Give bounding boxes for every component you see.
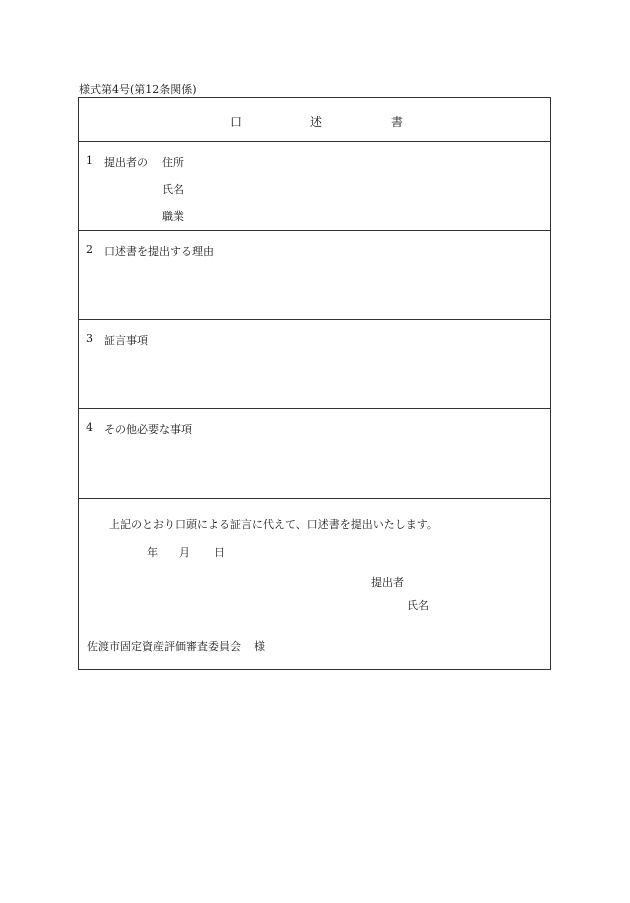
submitter-name-label: 氏名 (407, 599, 429, 612)
section-declaration (79, 499, 550, 671)
section-number: 3 (86, 332, 93, 345)
form-title (79, 113, 550, 127)
section-number: 1 (86, 154, 93, 167)
title-row (79, 98, 550, 142)
section-heading: その他必要な事項 (104, 423, 192, 436)
section-number: 2 (86, 243, 93, 256)
section-testimony (79, 320, 550, 409)
declaration-text: 上記のとおり口頭による証言に代えて、口述書を提出いたします。 (109, 518, 438, 531)
section-heading: 提出者の (104, 156, 148, 169)
date-day-label: 日 (214, 546, 225, 559)
honorific: 様 (254, 640, 265, 653)
occupation-label: 職業 (162, 210, 184, 223)
section-number: 4 (86, 421, 93, 434)
address-label: 住所 (162, 156, 184, 169)
section-reason (79, 231, 550, 320)
oral-statement-form (78, 97, 551, 670)
date-month-label: 月 (179, 546, 190, 559)
title-char: 書 (391, 115, 404, 129)
section-other (79, 409, 550, 499)
recipient-name: 佐渡市固定資産評価審査委員会 (87, 640, 241, 653)
title-char: 口 (230, 115, 243, 129)
title-char: 述 (310, 115, 323, 129)
section-heading: 口述書を提出する理由 (104, 245, 214, 258)
name-label: 氏名 (162, 183, 184, 196)
section-heading: 証言事項 (104, 334, 148, 347)
section-submitter (79, 142, 550, 231)
recipient-line (87, 638, 265, 654)
form-number-label: 様式第4号(第12条関係) (79, 83, 197, 96)
submitter-label: 提出者 (371, 576, 404, 589)
date-year-label: 年 (147, 546, 158, 559)
